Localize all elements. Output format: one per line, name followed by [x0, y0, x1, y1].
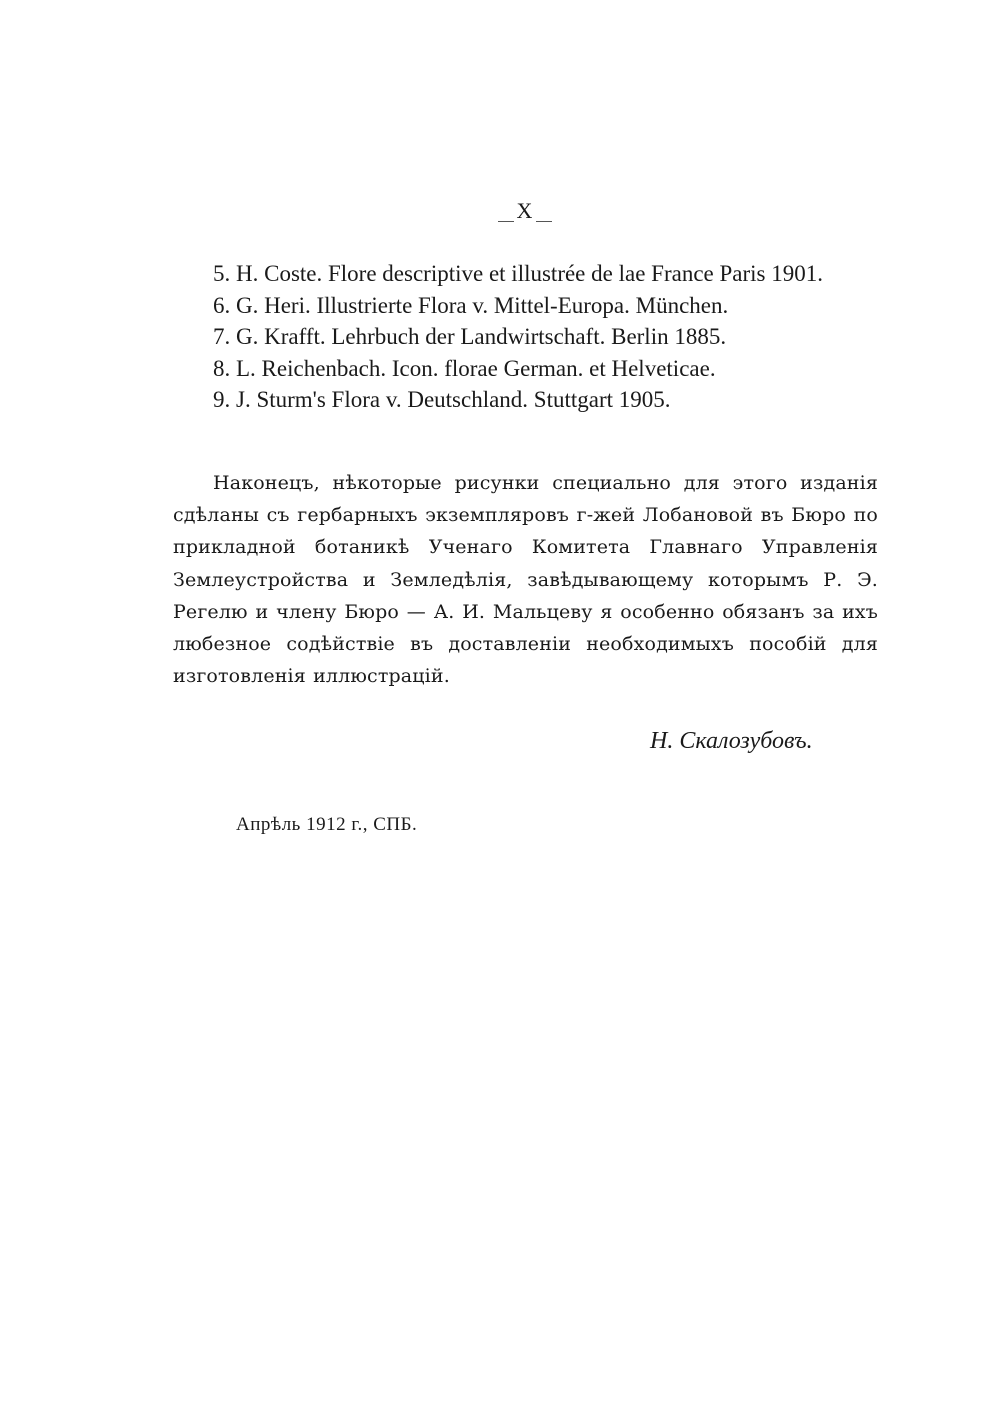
reference-text: L. Reichenbach. Icon. florae German. et Helveticae.: [236, 355, 716, 381]
reference-item: [173, 258, 876, 290]
reference-item: [173, 353, 876, 385]
reference-number: 8.: [213, 355, 231, 381]
reference-item: [173, 321, 876, 353]
author-signature: Н. Скалозубовъ.: [650, 728, 813, 754]
reference-item: [173, 290, 876, 322]
reference-item: [173, 384, 876, 416]
reference-number: 5.: [213, 261, 231, 286]
reference-list: [173, 258, 876, 416]
date-line: Апрѣль 1912 г., СПБ.: [236, 814, 418, 835]
page-number: [0, 198, 1000, 224]
reference-number: 9.: [213, 387, 231, 412]
page-number-text: X: [516, 198, 534, 223]
reference-text: G. Krafft. Lehrbuch der Landwirtschaft. Berlin 1885.: [236, 324, 727, 349]
acknowledgement-paragraph: Наконецъ, нѣкоторые рисунки специально для этого изданія сдѣланы съ гербарныхъ экземпляровъ г-жей Лобановой въ Бюро по прикладной ботаникѣ Ученаго Комитета Главнаго Управленія Землеустройства и Земледѣлія, завѣдывающему которымъ Р. Э. Регелю и члену Бюро — А. И. Мальцеву я особенно обязанъ за ихъ любезное содѣйствіе въ доставленіи необходимыхъ пособій для изготовленія иллюстрацій.: [173, 472, 878, 688]
reference-number: 6.: [213, 292, 231, 318]
page-number-right-rule: [536, 221, 552, 222]
page-number-left-rule: [498, 221, 514, 222]
reference-text: H. Coste. Flore descriptive et illustrée de lae France Paris 1901.: [236, 261, 823, 286]
reference-text: G. Heri. Illustrierte Flora v. Mittel-Europa. München.: [236, 292, 729, 318]
reference-text: J. Sturm's Flora v. Deutschland. Stuttgart 1905.: [236, 387, 671, 412]
reference-number: 7.: [213, 324, 231, 349]
